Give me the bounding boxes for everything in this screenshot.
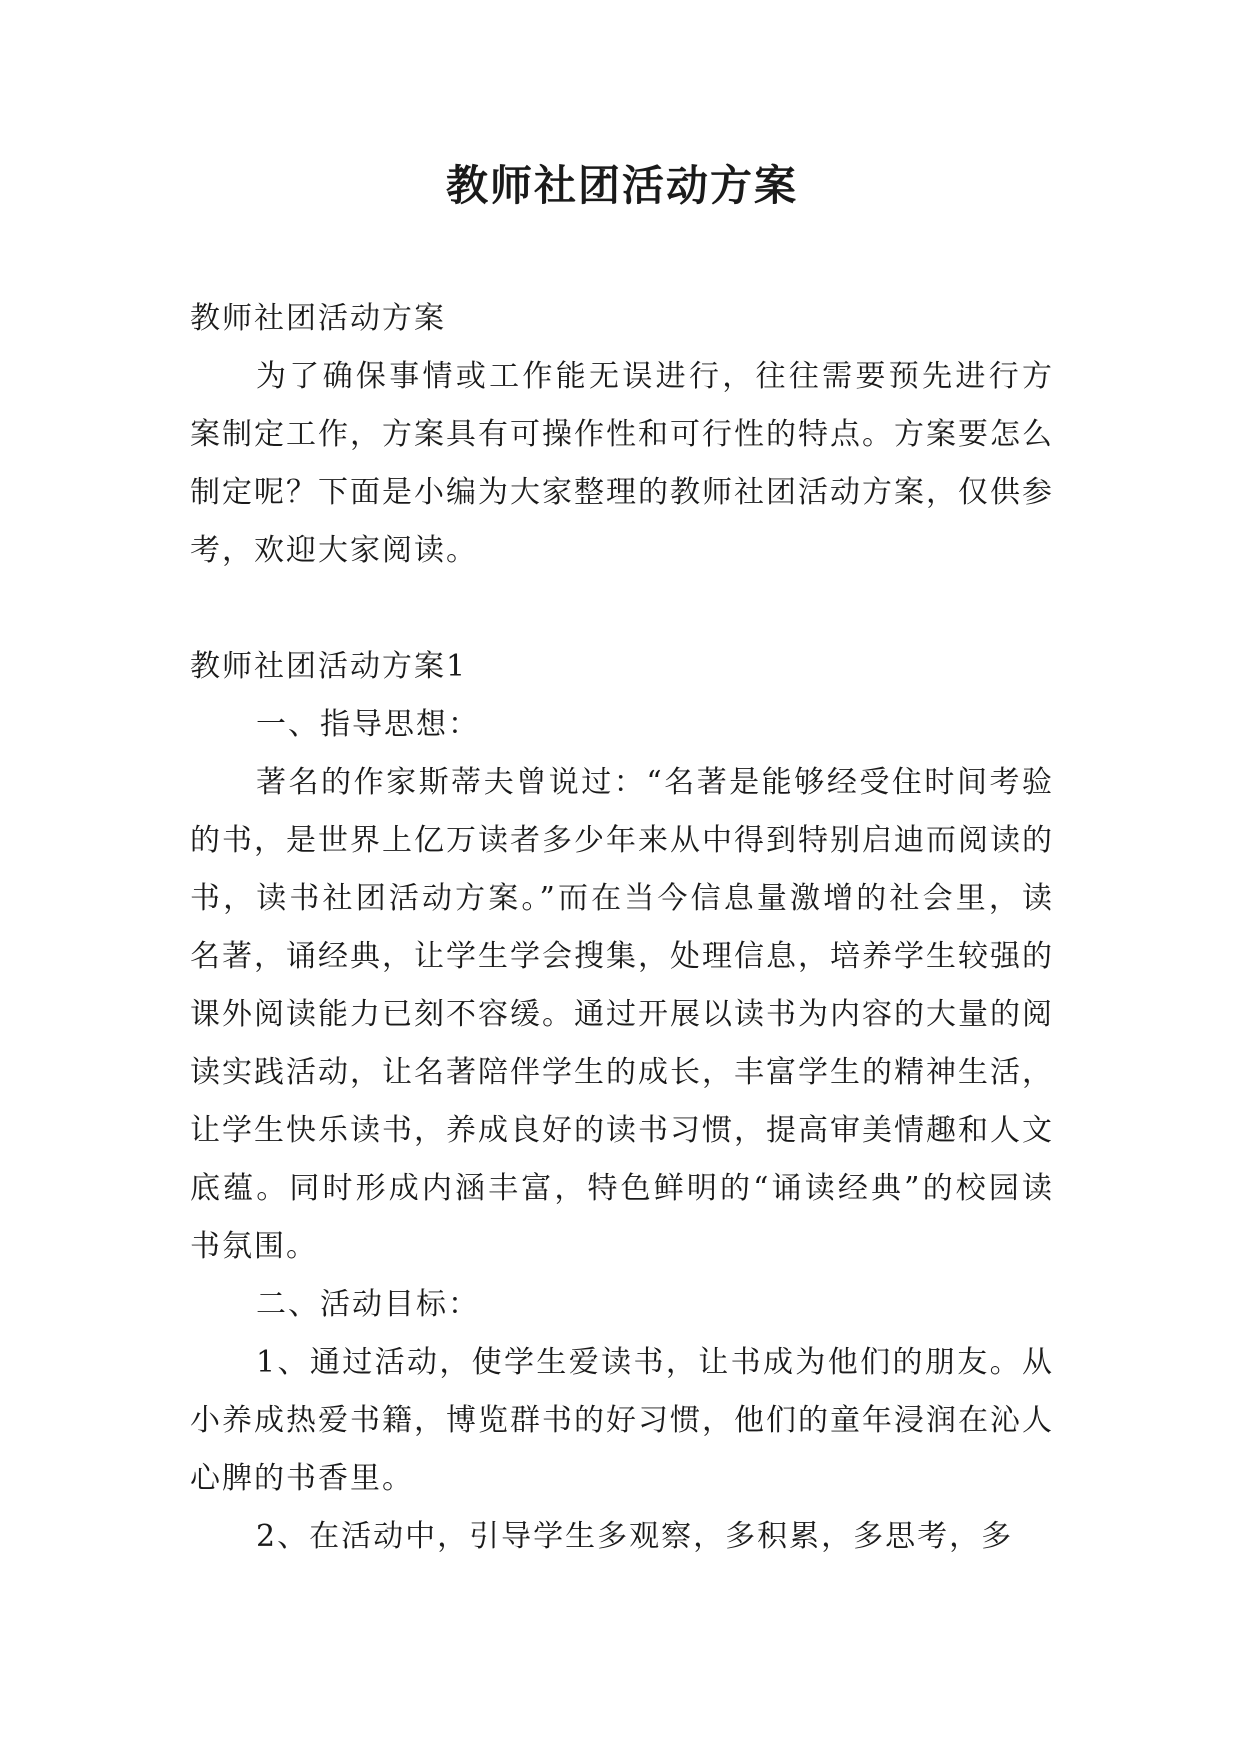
document-body <box>190 290 1054 1566</box>
section-spacer <box>190 580 1054 638</box>
document-title: 教师社团活动方案 <box>445 161 798 210</box>
intro-heading: 教师社团活动方案 <box>190 301 446 336</box>
section-heading-1: 教师社团活动方案1 <box>190 649 468 684</box>
subheading-guiding-thought: 一、指导思想： <box>256 707 480 742</box>
intro-paragraph: 为了确保事情或工作能无误进行，往往需要预先进行方案制定工作，方案具有可操作性和可行性的特点。方案要怎么制定呢？下面是小编为大家整理的教师社团活动方案，仅供参考，欢迎大家阅读。 <box>190 359 1054 568</box>
goal-item-1: 1、通过活动，使学生爱读书，让书成为他们的朋友。从小养成热爱书籍，博览群书的好习惯，他们的童年浸润在沁人心脾的书香里。 <box>190 1345 1054 1496</box>
guiding-thought-paragraph: 著名的作家斯蒂夫曾说过：“名著是能够经受住时间考验的书，是世界上亿万读者多少年来从中得到特别启迪而阅读的书，读书社团活动方案。”而在当今信息量激增的社会里，读名著，诵经典，让学生学会搜集，处理信息，培养学生较强的课外阅读能力已刻不容缓。通过开展以读书为内容的大量的阅读实践活动，让名著陪伴学生的成长，丰富学生的精神生活，让学生快乐读书，养成良好的读书习惯，提高审美情趣和人文底蕴。同时形成内涵丰富，特色鲜明的“诵读经典”的校园读书氛围。 <box>190 765 1054 1264</box>
subheading-activity-goals: 二、活动目标： <box>256 1287 480 1322</box>
goal-item-2: 2、在活动中，引导学生多观察，多积累，多思考，多 <box>256 1519 1014 1554</box>
